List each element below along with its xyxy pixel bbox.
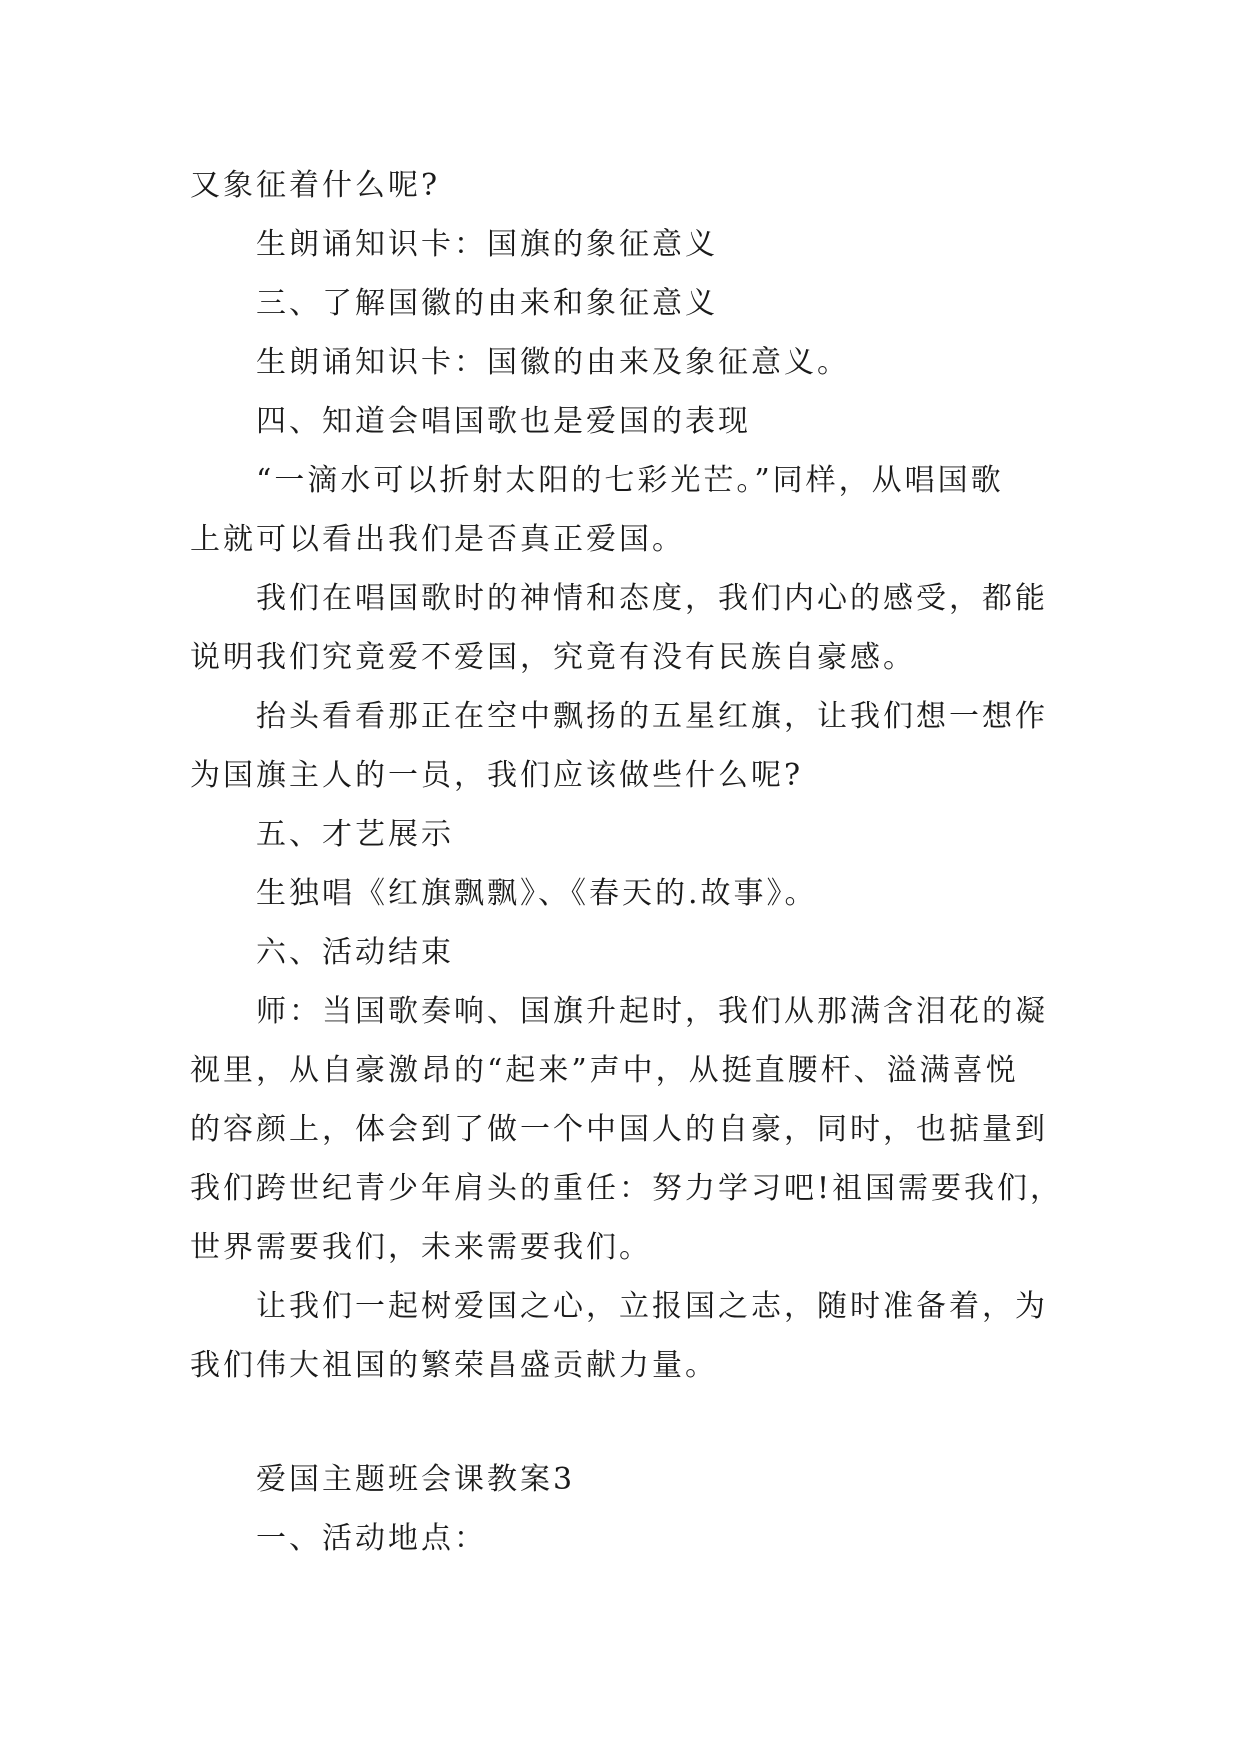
text-line: 我们跨世纪青少年肩头的重任：努力学习吧!祖国需要我们， bbox=[190, 1171, 1064, 1206]
text-line: 生朗诵知识卡：国徽的由来及象征意义。 bbox=[256, 345, 850, 380]
text-line: 生独唱《红旗飘飘》、《春天的.故事》。 bbox=[256, 876, 818, 911]
document-title: 爱国主题班会课教案3 bbox=[256, 1462, 576, 1497]
text-line: 抬头看看那正在空中飘扬的五星红旗，让我们想一想作 bbox=[256, 699, 1048, 734]
section-heading: 四、知道会唱国歌也是爱国的表现 bbox=[256, 404, 751, 439]
text-line: 为国旗主人的一员，我们应该做些什么呢? bbox=[190, 758, 804, 793]
text-line: 生朗诵知识卡：国旗的象征意义 bbox=[256, 227, 718, 262]
text-line: “一滴水可以折射太阳的七彩光芒。”同样，从唱国歌 bbox=[256, 463, 1004, 498]
text-line: 让我们一起树爱国之心，立报国之志，随时准备着，为 bbox=[256, 1289, 1048, 1324]
section-heading: 五、才艺展示 bbox=[256, 817, 454, 852]
text-line: 又象征着什么呢? bbox=[190, 168, 441, 203]
text-line: 的容颜上，体会到了做一个中国人的自豪，同时，也掂量到 bbox=[190, 1112, 1048, 1147]
section-heading: 一、活动地点： bbox=[256, 1521, 487, 1556]
text-line: 师：当国歌奏响、国旗升起时，我们从那满含泪花的凝 bbox=[256, 994, 1048, 1029]
section-heading: 六、活动结束 bbox=[256, 935, 454, 970]
text-line: 世界需要我们，未来需要我们。 bbox=[190, 1230, 652, 1265]
section-heading: 三、了解国徽的由来和象征意义 bbox=[256, 286, 718, 321]
text-line: 上就可以看出我们是否真正爱国。 bbox=[190, 522, 685, 557]
text-line: 我们在唱国歌时的神情和态度，我们内心的感受，都能 bbox=[256, 581, 1048, 616]
text-line: 我们伟大祖国的繁荣昌盛贡献力量。 bbox=[190, 1348, 718, 1383]
text-line: 说明我们究竟爱不爱国，究竟有没有民族自豪感。 bbox=[190, 640, 916, 675]
text-line: 视里，从自豪激昂的“起来”声中，从挺直腰杆、溢满喜悦 bbox=[190, 1053, 1019, 1088]
